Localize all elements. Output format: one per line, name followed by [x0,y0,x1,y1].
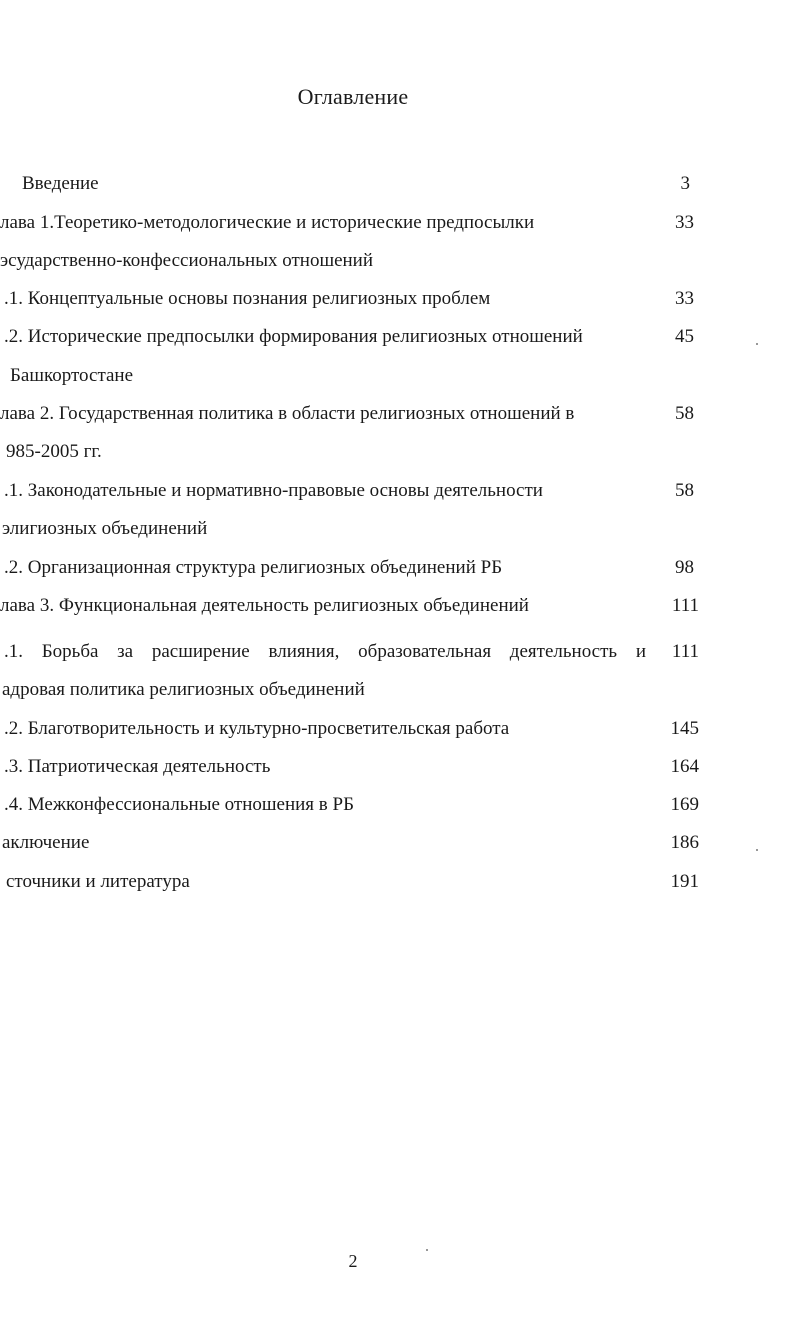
toc-entry-page: 145 [670,718,699,739]
toc-entry-title: .3. Патриотическая деятельность [4,756,271,777]
toc-entry-page: 191 [670,871,699,892]
toc-entry-title: .1. Законодательные и нормативно-правовые основы деятельности [4,480,543,501]
toc-entry-title: .2. Благотворительность и культурно-просветительская работа [4,718,510,739]
toc-entry-page: 45 [675,326,694,347]
toc-entry-title-line: Башкортостане [10,365,134,386]
toc-entry-title: .1. Борьба за расширение влияния, образовательная деятельность и [4,641,646,662]
toc-entry-page: 111 [671,641,699,662]
toc-entry-title: .2. Организационная структура религиозных объединений РБ [4,557,503,578]
page-number: 2 [348,1251,358,1271]
page-title: Оглавление [297,84,409,109]
scan-speck [756,343,758,345]
toc-entry-page: 98 [675,557,694,578]
scan-speck [756,849,758,851]
toc-entry-title: .4. Межконфессиональные отношения в РБ [4,794,354,815]
toc-entry-page: 186 [670,832,699,853]
toc-entry-title-line: элигиозных объединений [2,518,208,539]
toc-entry-page: 3 [680,173,690,194]
toc-entry-page: 58 [675,403,694,424]
toc-entry-title: аключение [2,832,90,853]
toc-entry-title: лава 3. Функциональная деятельность религиозных объединений [0,595,529,616]
toc-entry-title: лава 1.Теоретико-методологические и исторические предпосылки [0,212,535,233]
toc-entry-page: 33 [675,212,694,233]
toc-entry-title: лава 2. Государственная политика в области религиозных отношений в [0,403,575,424]
toc-entry-title-line: адровая политика религиозных объединений [2,679,365,700]
toc-entry-page: 111 [671,595,699,616]
toc-entry-title-line: 985-2005 гг. [6,441,102,462]
scan-speck [426,1249,428,1251]
toc-entry-page: 58 [675,480,694,501]
toc-entry-title: .1. Концептуальные основы познания религиозных проблем [4,288,491,309]
toc-entry-page: 169 [670,794,699,815]
toc-entry-page: 33 [675,288,694,309]
toc-entry-title: .2. Исторические предпосылки формирования религиозных отношений [4,326,583,347]
toc-entry-page: 164 [670,756,699,777]
toc-entry-title-line: эсударственно-конфессиональных отношений [0,250,374,271]
toc-entry-title: сточники и литература [6,871,190,892]
toc-entry-title: Введение [22,173,99,194]
